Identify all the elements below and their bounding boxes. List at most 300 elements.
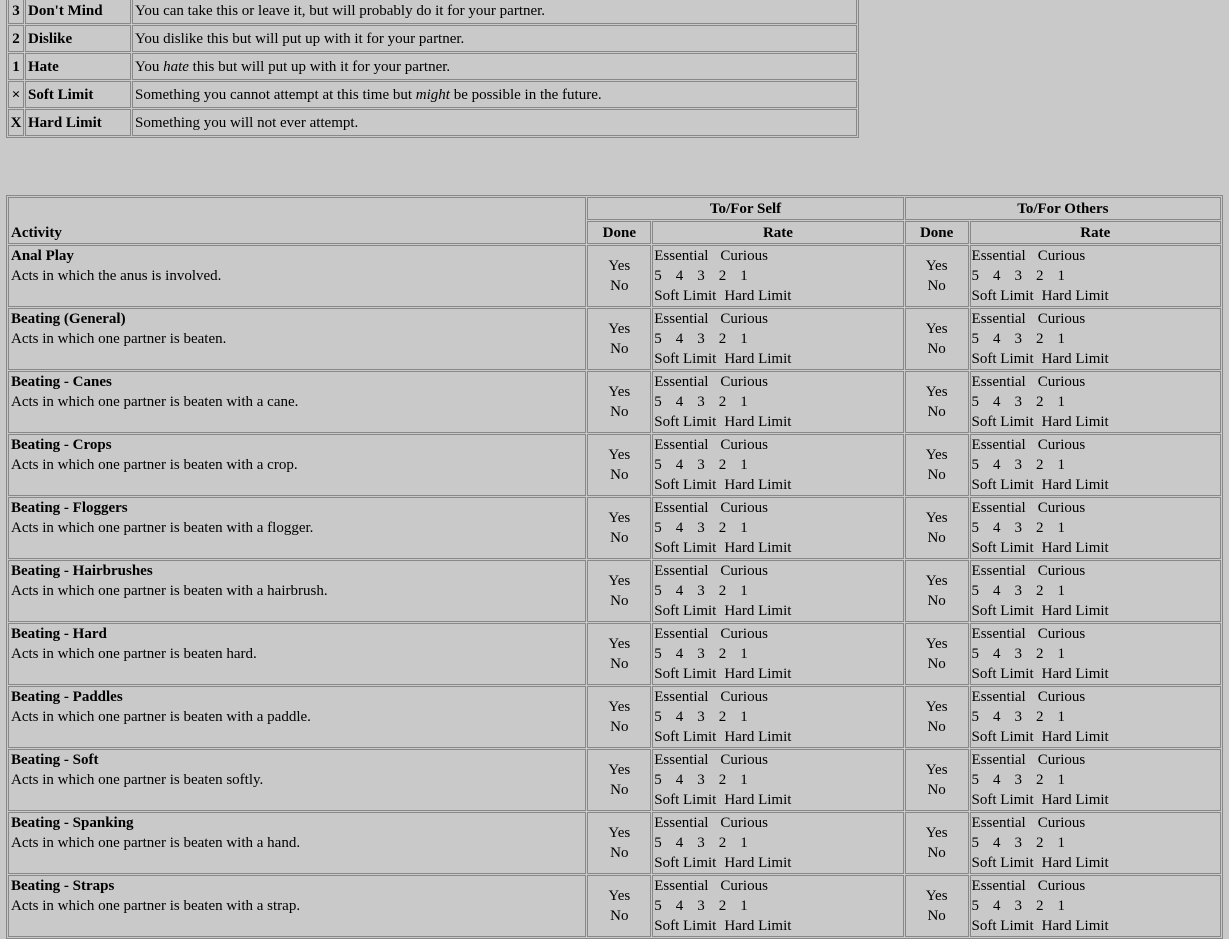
self-rate-cell (652, 560, 903, 622)
done-no-option[interactable]: No (927, 278, 946, 294)
done-no-option[interactable]: No (927, 845, 946, 861)
rating-essential-option[interactable]: Essential (971, 248, 1026, 264)
done-yes-option[interactable]: Yes (925, 384, 948, 400)
rating-2-option[interactable]: 2 (718, 898, 727, 914)
activity-row (8, 308, 1221, 370)
rating-5-option[interactable]: 5 (971, 835, 980, 851)
rating-2-option[interactable]: 2 (1036, 583, 1044, 599)
rating-4-option[interactable]: 4 (993, 394, 1001, 410)
rating-1-option[interactable]: 1 (740, 772, 748, 788)
self-rate-cell (652, 497, 903, 559)
others-done-cell (905, 497, 969, 559)
rating-soft-limit-option[interactable]: Soft Limit (654, 351, 717, 367)
rating-curious-option[interactable]: Curious (720, 563, 768, 579)
rating-4-option[interactable]: 4 (993, 835, 1001, 851)
rating-5-option[interactable]: 5 (654, 772, 662, 788)
rating-curious-option[interactable]: Curious (720, 878, 768, 894)
to-for-others-header: To/For Others (905, 197, 1221, 220)
done-no-option[interactable]: No (610, 656, 629, 672)
rating-3-option[interactable]: 3 (697, 835, 705, 851)
activity-cell (8, 434, 586, 496)
rating-soft-limit-option[interactable]: Soft Limit (654, 414, 717, 430)
rating-hard-limit-option[interactable]: Hard Limit (724, 414, 792, 430)
others-done-cell (905, 371, 969, 433)
rating-hard-limit-option[interactable]: Hard Limit (1041, 351, 1109, 367)
activity-name: Beating - Paddles (11, 689, 123, 705)
rating-1-option[interactable]: 1 (1057, 331, 1066, 347)
rating-hard-limit-option[interactable]: Hard Limit (1041, 792, 1109, 808)
activity-column-header: Activity (8, 197, 586, 244)
self-done-cell (587, 560, 651, 622)
done-no-option[interactable]: No (610, 530, 629, 546)
rating-3-option[interactable]: 3 (697, 709, 705, 725)
done-no-option[interactable]: No (610, 404, 629, 420)
rating-4-option[interactable]: 4 (993, 583, 1001, 599)
done-yes-option[interactable]: Yes (608, 888, 631, 904)
rating-2-option[interactable]: 2 (718, 268, 727, 284)
rating-5-option[interactable]: 5 (971, 520, 980, 536)
done-no-option[interactable]: No (610, 341, 629, 357)
rating-4-option[interactable]: 4 (675, 268, 684, 284)
rating-essential-option[interactable]: Essential (971, 689, 1026, 705)
rating-soft-limit-option[interactable]: Soft Limit (971, 918, 1034, 934)
rating-hard-limit-option[interactable]: Hard Limit (724, 918, 792, 934)
rating-5-option[interactable]: 5 (654, 331, 662, 347)
rating-2-option[interactable]: 2 (718, 646, 727, 662)
rating-hard-limit-option[interactable]: Hard Limit (724, 540, 792, 556)
rating-2-option[interactable]: 2 (1036, 331, 1044, 347)
rating-3-option[interactable]: 3 (697, 331, 705, 347)
done-yes-option[interactable]: Yes (925, 573, 948, 589)
rating-3-option[interactable]: 3 (1014, 898, 1023, 914)
rating-5-option[interactable]: 5 (654, 457, 662, 473)
rating-curious-option[interactable]: Curious (1037, 311, 1086, 327)
rating-4-option[interactable]: 4 (993, 457, 1001, 473)
rating-4-option[interactable]: 4 (675, 835, 684, 851)
legend-emphasis: hate (163, 59, 189, 75)
activity-row (8, 875, 1221, 937)
legend-row (8, 53, 857, 80)
rating-essential-option[interactable]: Essential (971, 311, 1026, 327)
rating-4-option[interactable]: 4 (675, 331, 684, 347)
rating-soft-limit-option[interactable]: Soft Limit (971, 351, 1034, 367)
rating-curious-option[interactable]: Curious (1037, 689, 1086, 705)
rating-2-option[interactable]: 2 (718, 394, 727, 410)
rating-3-option[interactable]: 3 (1014, 835, 1023, 851)
rating-1-option[interactable]: 1 (740, 331, 748, 347)
rating-1-option[interactable]: 1 (1057, 268, 1066, 284)
done-no-option[interactable]: No (610, 719, 629, 735)
rating-4-option[interactable]: 4 (993, 331, 1001, 347)
rating-5-option[interactable]: 5 (654, 709, 662, 725)
done-yes-option[interactable]: Yes (608, 258, 631, 274)
others-rate-cell (970, 875, 1221, 937)
done-yes-option[interactable]: Yes (608, 510, 631, 526)
rating-essential-option[interactable]: Essential (971, 815, 1026, 831)
rating-3-option[interactable]: 3 (1014, 772, 1023, 788)
rating-essential-option[interactable]: Essential (654, 563, 709, 579)
rating-curious-option[interactable]: Curious (720, 815, 768, 831)
rating-5-option[interactable]: 5 (971, 457, 980, 473)
rating-essential-option[interactable]: Essential (654, 374, 709, 390)
rating-3-option[interactable]: 3 (697, 772, 705, 788)
rating-curious-option[interactable]: Curious (1037, 437, 1086, 453)
rating-3-option[interactable]: 3 (697, 646, 705, 662)
rating-hard-limit-option[interactable]: Hard Limit (724, 351, 792, 367)
rating-1-option[interactable]: 1 (740, 583, 748, 599)
rating-4-option[interactable]: 4 (993, 709, 1001, 725)
rating-soft-limit-option[interactable]: Soft Limit (654, 477, 717, 493)
done-yes-option[interactable]: Yes (925, 258, 948, 274)
done-yes-option[interactable]: Yes (608, 825, 631, 841)
rating-soft-limit-option[interactable]: Soft Limit (971, 540, 1034, 556)
others-done-cell (905, 434, 969, 496)
rating-soft-limit-option[interactable]: Soft Limit (654, 603, 717, 619)
rating-3-option[interactable]: 3 (697, 583, 705, 599)
rating-5-option[interactable]: 5 (654, 898, 662, 914)
legend-description: You dislike this but will put up with it for your partner. (132, 25, 857, 52)
rating-soft-limit-option[interactable]: Soft Limit (654, 288, 717, 304)
rating-1-option[interactable]: 1 (1057, 457, 1066, 473)
rating-3-option[interactable]: 3 (1014, 331, 1023, 347)
rating-essential-option[interactable]: Essential (654, 752, 709, 768)
rating-4-option[interactable]: 4 (993, 520, 1001, 536)
rating-hard-limit-option[interactable]: Hard Limit (724, 729, 792, 745)
done-yes-option[interactable]: Yes (608, 636, 631, 652)
legend-symbol: × (8, 81, 24, 108)
rating-1-option[interactable]: 1 (1057, 709, 1066, 725)
others-rate-cell (970, 686, 1221, 748)
rating-4-option[interactable]: 4 (675, 709, 684, 725)
done-no-option[interactable]: No (927, 908, 946, 924)
rating-5-option[interactable]: 5 (971, 772, 980, 788)
rating-4-option[interactable]: 4 (675, 583, 684, 599)
self-done-cell (587, 812, 651, 874)
rating-3-option[interactable]: 3 (1014, 646, 1023, 662)
rating-3-option[interactable]: 3 (697, 394, 705, 410)
rating-2-option[interactable]: 2 (1036, 898, 1044, 914)
activity-row (8, 371, 1221, 433)
done-yes-option[interactable]: Yes (608, 447, 631, 463)
done-yes-option[interactable]: Yes (608, 762, 631, 778)
rating-hard-limit-option[interactable]: Hard Limit (1041, 414, 1109, 430)
rating-essential-option[interactable]: Essential (654, 437, 709, 453)
rating-essential-option[interactable]: Essential (654, 815, 709, 831)
rating-4-option[interactable]: 4 (993, 898, 1001, 914)
rating-5-option[interactable]: 5 (971, 331, 980, 347)
rating-4-option[interactable]: 4 (675, 394, 684, 410)
legend-label: Hard Limit (25, 109, 131, 136)
rating-5-option[interactable]: 5 (654, 835, 662, 851)
rating-4-option[interactable]: 4 (993, 772, 1001, 788)
done-yes-option[interactable]: Yes (608, 321, 631, 337)
rating-1-option[interactable]: 1 (740, 457, 748, 473)
rating-1-option[interactable]: 1 (740, 898, 748, 914)
rating-curious-option[interactable]: Curious (720, 437, 768, 453)
rating-curious-option[interactable]: Curious (720, 374, 768, 390)
rating-essential-option[interactable]: Essential (971, 626, 1026, 642)
rating-soft-limit-option[interactable]: Soft Limit (971, 792, 1034, 808)
rating-curious-option[interactable]: Curious (1037, 815, 1086, 831)
done-yes-option[interactable]: Yes (925, 636, 948, 652)
rating-curious-option[interactable]: Curious (1037, 563, 1086, 579)
done-yes-option[interactable]: Yes (925, 447, 948, 463)
rating-curious-option[interactable]: Curious (720, 689, 768, 705)
rating-hard-limit-option[interactable]: Hard Limit (1041, 540, 1109, 556)
rating-soft-limit-option[interactable]: Soft Limit (654, 540, 717, 556)
rating-2-option[interactable]: 2 (718, 772, 727, 788)
rating-1-option[interactable]: 1 (1057, 835, 1066, 851)
rating-soft-limit-option[interactable]: Soft Limit (971, 666, 1034, 682)
rating-2-option[interactable]: 2 (1036, 835, 1044, 851)
rating-essential-option[interactable]: Essential (971, 563, 1026, 579)
rating-curious-option[interactable]: Curious (720, 752, 768, 768)
activity-name: Anal Play (11, 248, 74, 264)
done-no-option[interactable]: No (927, 656, 946, 672)
legend-label: Hate (25, 53, 131, 80)
activity-cell (8, 875, 586, 937)
rating-3-option[interactable]: 3 (697, 457, 705, 473)
done-no-option[interactable]: No (927, 593, 946, 609)
self-done-cell (587, 245, 651, 307)
self-rate-cell (652, 749, 903, 811)
rating-hard-limit-option[interactable]: Hard Limit (724, 792, 792, 808)
rating-hard-limit-option[interactable]: Hard Limit (1041, 477, 1109, 493)
others-done-cell (905, 245, 969, 307)
rating-soft-limit-option[interactable]: Soft Limit (971, 855, 1034, 871)
done-no-option[interactable]: No (927, 404, 946, 420)
rating-1-option[interactable]: 1 (1057, 520, 1066, 536)
done-no-option[interactable]: No (927, 467, 946, 483)
rating-5-option[interactable]: 5 (971, 709, 980, 725)
rating-4-option[interactable]: 4 (675, 520, 684, 536)
rating-curious-option[interactable]: Curious (1037, 248, 1086, 264)
rating-essential-option[interactable]: Essential (654, 248, 709, 264)
rating-3-option[interactable]: 3 (697, 898, 705, 914)
rating-soft-limit-option[interactable]: Soft Limit (654, 792, 717, 808)
rating-1-option[interactable]: 1 (740, 268, 748, 284)
rating-soft-limit-option[interactable]: Soft Limit (971, 414, 1034, 430)
done-no-option[interactable]: No (610, 782, 629, 798)
rating-curious-option[interactable]: Curious (720, 500, 768, 516)
rating-5-option[interactable]: 5 (971, 646, 980, 662)
activity-cell (8, 245, 586, 307)
rating-essential-option[interactable]: Essential (654, 689, 709, 705)
rating-3-option[interactable]: 3 (1014, 268, 1023, 284)
rating-3-option[interactable]: 3 (1014, 709, 1023, 725)
rating-1-option[interactable]: 1 (1057, 583, 1066, 599)
rating-3-option[interactable]: 3 (697, 520, 705, 536)
activity-description: Acts in which the anus is involved. (11, 268, 222, 284)
activity-name: Beating - Canes (11, 374, 112, 390)
done-yes-option[interactable]: Yes (925, 510, 948, 526)
legend-label: Don't Mind (25, 0, 131, 24)
rating-5-option[interactable]: 5 (971, 268, 980, 284)
done-yes-option[interactable]: Yes (608, 384, 631, 400)
rating-curious-option[interactable]: Curious (1037, 374, 1086, 390)
rating-5-option[interactable]: 5 (971, 898, 980, 914)
done-no-option[interactable]: No (927, 719, 946, 735)
rating-2-option[interactable]: 2 (1036, 772, 1044, 788)
activity-row (8, 434, 1221, 496)
activity-row (8, 245, 1221, 307)
others-done-cell (905, 875, 969, 937)
rating-hard-limit-option[interactable]: Hard Limit (1041, 918, 1109, 934)
rating-hard-limit-option[interactable]: Hard Limit (1041, 288, 1109, 304)
done-yes-option[interactable]: Yes (925, 825, 948, 841)
rating-essential-option[interactable]: Essential (654, 878, 709, 894)
rating-3-option[interactable]: 3 (1014, 520, 1023, 536)
rating-essential-option[interactable]: Essential (971, 437, 1026, 453)
rating-3-option[interactable]: 3 (1014, 394, 1023, 410)
activity-row (8, 497, 1221, 559)
done-no-option[interactable]: No (927, 530, 946, 546)
rating-essential-option[interactable]: Essential (971, 752, 1026, 768)
rating-curious-option[interactable]: Curious (720, 248, 768, 264)
rating-2-option[interactable]: 2 (718, 457, 727, 473)
rating-1-option[interactable]: 1 (1057, 646, 1066, 662)
done-no-option[interactable]: No (927, 341, 946, 357)
done-no-option[interactable]: No (927, 782, 946, 798)
to-for-self-header: To/For Self (587, 197, 903, 220)
legend-emphasis: might (415, 87, 450, 103)
rating-3-option[interactable]: 3 (697, 268, 705, 284)
done-yes-option[interactable]: Yes (925, 321, 948, 337)
done-yes-option[interactable]: Yes (925, 888, 948, 904)
rating-soft-limit-option[interactable]: Soft Limit (654, 666, 717, 682)
self-rate-cell (652, 434, 903, 496)
done-yes-option[interactable]: Yes (925, 699, 948, 715)
rating-hard-limit-option[interactable]: Hard Limit (724, 477, 792, 493)
rating-1-option[interactable]: 1 (1057, 394, 1066, 410)
rating-5-option[interactable]: 5 (654, 268, 662, 284)
rating-5-option[interactable]: 5 (654, 646, 662, 662)
rating-4-option[interactable]: 4 (993, 646, 1001, 662)
rating-1-option[interactable]: 1 (1057, 898, 1066, 914)
others-rate-cell (970, 245, 1221, 307)
others-rate-cell (970, 623, 1221, 685)
rating-2-option[interactable]: 2 (1036, 646, 1044, 662)
legend-description: Something you cannot attempt at this time but might be possible in the future. (132, 81, 857, 108)
done-no-option[interactable]: No (610, 908, 629, 924)
self-rate-cell (652, 686, 903, 748)
done-no-option[interactable]: No (610, 845, 629, 861)
rating-hard-limit-option[interactable]: Hard Limit (1041, 729, 1109, 745)
activity-cell (8, 308, 586, 370)
rating-hard-limit-option[interactable]: Hard Limit (724, 603, 792, 619)
rating-3-option[interactable]: 3 (1014, 457, 1023, 473)
done-no-option[interactable]: No (610, 593, 629, 609)
rating-soft-limit-option[interactable]: Soft Limit (971, 603, 1034, 619)
legend-label: Dislike (25, 25, 131, 52)
rating-4-option[interactable]: 4 (675, 898, 684, 914)
rating-essential-option[interactable]: Essential (971, 374, 1026, 390)
self-rate-cell (652, 812, 903, 874)
rating-4-option[interactable]: 4 (675, 457, 684, 473)
rating-4-option[interactable]: 4 (993, 268, 1001, 284)
rating-curious-option[interactable]: Curious (1037, 626, 1086, 642)
done-no-option[interactable]: No (610, 278, 629, 294)
rating-essential-option[interactable]: Essential (654, 626, 709, 642)
done-yes-option[interactable]: Yes (608, 699, 631, 715)
rating-curious-option[interactable]: Curious (1037, 878, 1086, 894)
rating-2-option[interactable]: 2 (718, 583, 727, 599)
rating-soft-limit-option[interactable]: Soft Limit (654, 855, 717, 871)
rating-curious-option[interactable]: Curious (720, 626, 768, 642)
self-done-header: Done (587, 221, 651, 244)
rating-soft-limit-option[interactable]: Soft Limit (971, 729, 1034, 745)
self-rate-cell (652, 245, 903, 307)
rating-2-option[interactable]: 2 (718, 709, 727, 725)
rating-essential-option[interactable]: Essential (971, 500, 1026, 516)
rating-soft-limit-option[interactable]: Soft Limit (654, 918, 717, 934)
rating-5-option[interactable]: 5 (971, 583, 980, 599)
rating-essential-option[interactable]: Essential (654, 311, 709, 327)
rating-hard-limit-option[interactable]: Hard Limit (1041, 855, 1109, 871)
rating-2-option[interactable]: 2 (1036, 268, 1044, 284)
rating-5-option[interactable]: 5 (654, 520, 662, 536)
rating-4-option[interactable]: 4 (675, 772, 684, 788)
rating-curious-option[interactable]: Curious (1037, 500, 1086, 516)
rating-hard-limit-option[interactable]: Hard Limit (724, 855, 792, 871)
rating-2-option[interactable]: 2 (1036, 520, 1044, 536)
rating-5-option[interactable]: 5 (654, 583, 662, 599)
done-yes-option[interactable]: Yes (608, 573, 631, 589)
done-yes-option[interactable]: Yes (925, 762, 948, 778)
rating-2-option[interactable]: 2 (718, 331, 727, 347)
rating-2-option[interactable]: 2 (718, 520, 727, 536)
rating-1-option[interactable]: 1 (1057, 772, 1066, 788)
rating-soft-limit-option[interactable]: Soft Limit (971, 477, 1034, 493)
others-rate-cell (970, 749, 1221, 811)
rating-1-option[interactable]: 1 (740, 394, 748, 410)
activity-cell (8, 497, 586, 559)
rating-hard-limit-option[interactable]: Hard Limit (724, 666, 792, 682)
rating-2-option[interactable]: 2 (1036, 457, 1044, 473)
rating-2-option[interactable]: 2 (1036, 709, 1044, 725)
rating-hard-limit-option[interactable]: Hard Limit (724, 288, 792, 304)
activity-name: Beating - Hairbrushes (11, 563, 153, 579)
rating-5-option[interactable]: 5 (654, 394, 662, 410)
self-done-cell (587, 749, 651, 811)
rating-hard-limit-option[interactable]: Hard Limit (1041, 666, 1109, 682)
activity-name: Beating - Crops (11, 437, 112, 453)
rating-1-option[interactable]: 1 (740, 646, 748, 662)
rating-essential-option[interactable]: Essential (971, 878, 1026, 894)
rating-soft-limit-option[interactable]: Soft Limit (654, 729, 717, 745)
rating-essential-option[interactable]: Essential (654, 500, 709, 516)
rating-soft-limit-option[interactable]: Soft Limit (971, 288, 1034, 304)
rating-hard-limit-option[interactable]: Hard Limit (1041, 603, 1109, 619)
activity-cell (8, 623, 586, 685)
activity-name: Beating - Floggers (11, 500, 128, 516)
rating-1-option[interactable]: 1 (740, 835, 748, 851)
rating-2-option[interactable]: 2 (718, 835, 727, 851)
activity-cell (8, 749, 586, 811)
rating-5-option[interactable]: 5 (971, 394, 980, 410)
rating-1-option[interactable]: 1 (740, 709, 748, 725)
rating-curious-option[interactable]: Curious (1037, 752, 1086, 768)
rating-curious-option[interactable]: Curious (720, 311, 768, 327)
done-no-option[interactable]: No (610, 467, 629, 483)
rating-2-option[interactable]: 2 (1036, 394, 1044, 410)
rating-legend-table (6, 0, 859, 138)
rating-4-option[interactable]: 4 (675, 646, 684, 662)
self-rate-header: Rate (652, 221, 903, 244)
rating-1-option[interactable]: 1 (740, 520, 748, 536)
activity-row (8, 812, 1221, 874)
rating-3-option[interactable]: 3 (1014, 583, 1023, 599)
